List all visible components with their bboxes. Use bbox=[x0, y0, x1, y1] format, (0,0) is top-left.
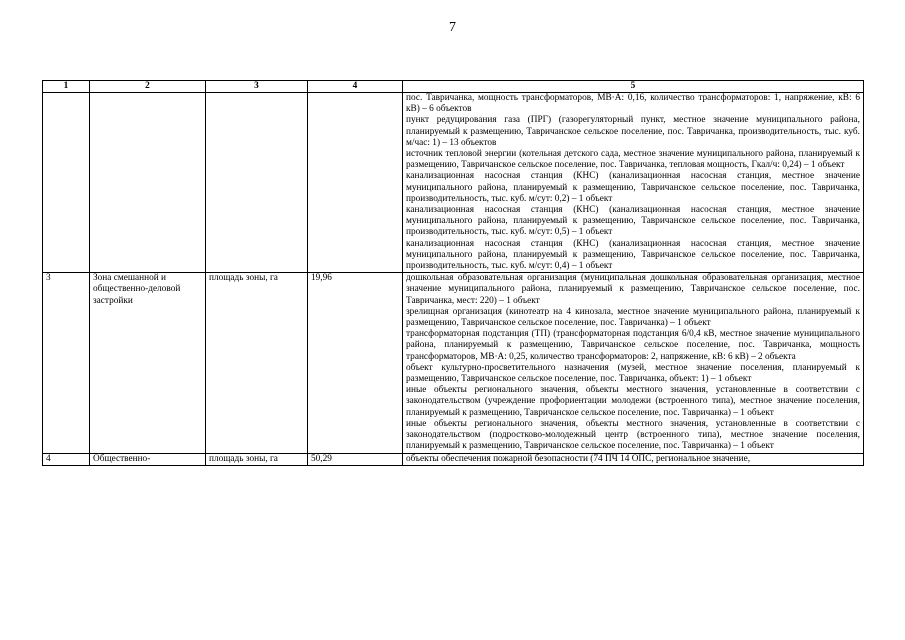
row-number: 4 bbox=[43, 453, 90, 465]
header-cell-5: 5 bbox=[403, 81, 864, 93]
indicator-value: 50,29 bbox=[308, 453, 403, 465]
object-entry: пункт редуцирования газа (ПРГ) (газорегуляторный пункт, местное значение муниципального района, планируемый к размещению, Тавричанское сельское поселение, пос. Тавричанка, производительность, тыс. куб. м/час: 1) – 13 объектов bbox=[406, 115, 860, 148]
object-entry: объект культурно-просветительного назначения (музей, местное значение поселения, планируемый к размещению, Тавричанское сельское поселение, пос. Тавричанка, объект: 1) – 1 объект bbox=[406, 362, 860, 385]
table-row bbox=[43, 453, 864, 465]
zone-name: Общественно- bbox=[90, 453, 206, 465]
object-entry: канализационная насосная станция (КНС) (канализационная насосная станция, местное значение муниципального района, планируемый к размещению, Тавричанское сельское поселение, пос. Тавричанка, производительность, тыс. куб. м/сут: 0,2) – 1 объект bbox=[406, 171, 860, 204]
header-cell-3: 3 bbox=[206, 81, 308, 93]
table-header-row bbox=[43, 81, 864, 93]
indicator-value bbox=[308, 93, 403, 273]
object-entry: канализационная насосная станция (КНС) (канализационная насосная станция, местное значение муниципального района, планируемый к размещению, Тавричанское сельское поселение, пос. Тавричанка, производительность, тыс. куб. м/сут: 0,4) – 1 объект bbox=[406, 238, 860, 272]
zones-table bbox=[42, 80, 864, 466]
row-number bbox=[43, 93, 90, 273]
indicator-name: площадь зоны, га bbox=[206, 273, 308, 453]
table-row bbox=[43, 273, 864, 453]
objects-cell bbox=[403, 453, 864, 465]
objects-cell bbox=[403, 93, 864, 273]
object-entry: источник тепловой энергии (котельная детского сада, местное значение муниципального района, планируемый к размещению, Тавричанское сельское поселение, пос. Тавричанка, тепловая мощность, Гкал/ч: 0,24) – 1 объект bbox=[406, 149, 860, 171]
zone-name: Зона смешанной и общественно-деловой застройки bbox=[90, 273, 206, 453]
object-entry: канализационная насосная станция (КНС) (канализационная насосная станция, местное значение муниципального района, планируемый к размещению, Тавричанское сельское поселение, пос. Тавричанка, производительность, тыс. куб. м/сут: 0,5) – 1 объект bbox=[406, 205, 860, 238]
row-number: 3 bbox=[43, 273, 90, 453]
indicator-name bbox=[206, 93, 308, 273]
header-cell-4: 4 bbox=[308, 81, 403, 93]
indicator-name: площадь зоны, га bbox=[206, 453, 308, 465]
page-number: 7 bbox=[449, 20, 456, 35]
table-row bbox=[43, 93, 864, 273]
object-entry: иные объекты регионального значения, объекты местного значения, установленные в соответствии с законодательством (учреждение профориентации молодежи (встроенного типа), местное значение поселения, планируемый к размещению, Тавричанское сельское поселение, пос. Тавричанка) – 1 объект bbox=[406, 385, 860, 418]
zone-name bbox=[90, 93, 206, 273]
object-entry: иные объекты регионального значения, объекты местного значения, установленные в соответствии с законодательством (подростково-молодежный центр (встроенного типа), местное значение поселения, планируемый к размещению, Тавричанское сельское поселение, пос. Тавричанка) – 1 объект bbox=[406, 418, 860, 452]
object-entry: пос. Тавричанка, мощность трансформаторов, МВ·А: 0,16, количество трансформаторов: 1, напряжение, кВ: 6 кВ) – 6 объектов bbox=[406, 93, 860, 115]
object-entry: дошкольная образовательная организация (муниципальная дошкольная образовательная организация, местное значение муниципального района, планируемый к размещению, Тавричанское сельское поселение, пос. Тавричанка, мест: 220) – 1 объект bbox=[406, 273, 860, 306]
indicator-value: 19,96 bbox=[308, 273, 403, 453]
object-entry: объекты обеспечения пожарной безопасности (74 ПЧ 14 ОПС, региональное значение, bbox=[406, 453, 751, 464]
header-cell-1: 1 bbox=[43, 81, 90, 93]
object-entry: зрелищная организация (кинотеатр на 4 кинозала, местное значение муниципального района, планируемый к размещению, Тавричанское сельское поселение, пос. Тавричанка) – 1 объект bbox=[406, 306, 860, 329]
objects-cell bbox=[403, 273, 864, 453]
header-cell-2: 2 bbox=[90, 81, 206, 93]
object-entry: трансформаторная подстанция (ТП) (трансформаторная подстанция 6/0,4 кВ, местное значение муниципального района, планируемый к размещению, Тавричанское сельское поселение, пос. Тавричанка, мощность трансформаторов, МВ·А: 0,25, количество трансформаторов: 2, напряжение, кВ: 6 кВ) – 2 объекта bbox=[406, 329, 860, 362]
